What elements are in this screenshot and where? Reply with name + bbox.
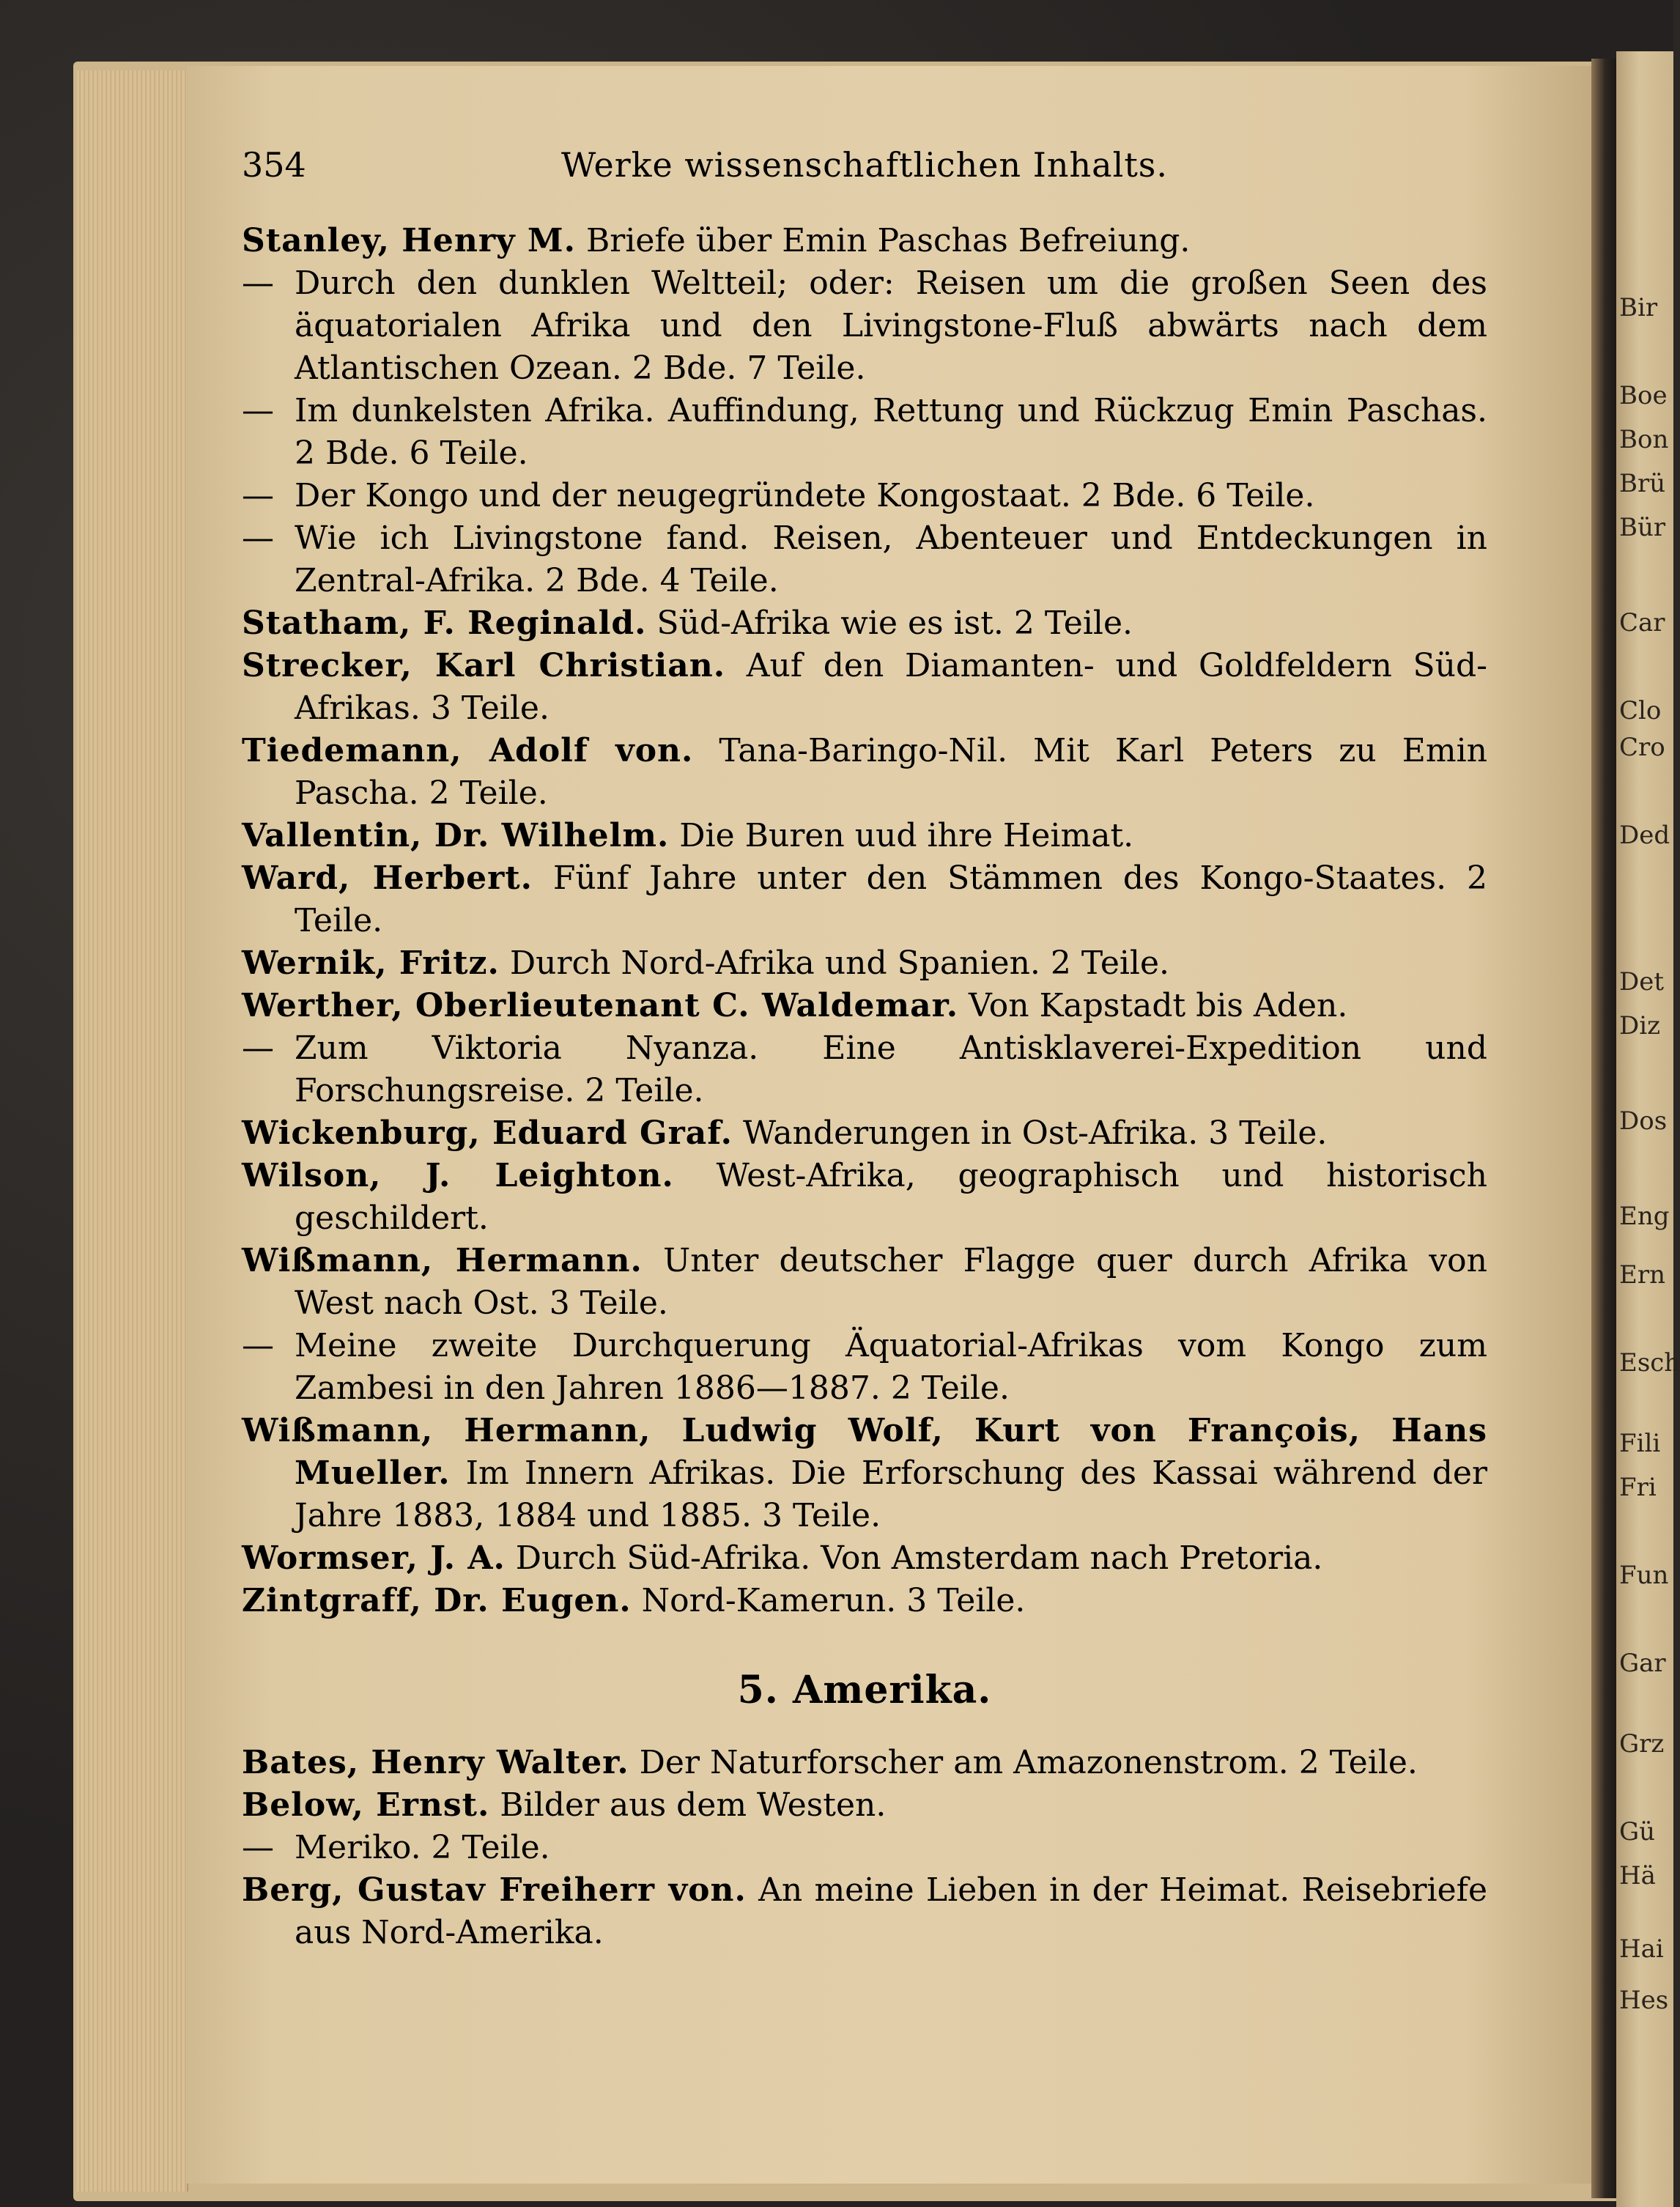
bibliography-entry	[242, 815, 1487, 857]
entry-title: Tana-Baringo-Nil. Mit Karl Peters zu Emin Pascha. 2 Teile.	[295, 732, 1487, 812]
book-gutter	[1591, 59, 1616, 2198]
entry-title: Bilder aus dem Westen.	[500, 1786, 887, 1824]
entry-title: Briefe über Emin Paschas Befreiung.	[585, 222, 1191, 259]
continuation-dash: —	[242, 1327, 274, 1364]
adjacent-page-fragment: Gü	[1619, 1817, 1656, 1846]
continuation-dash: —	[242, 520, 274, 557]
bibliography-entry	[242, 1580, 1487, 1622]
adjacent-page-fragment: Bon	[1619, 425, 1669, 454]
entry-title: Nord-Kamerun. 3 Teile.	[641, 1582, 1026, 1619]
page-edges	[77, 70, 188, 2192]
entry-title: Auf den Diamanten- und Goldfeldern Süd-Afrikas. 3 Teile.	[295, 647, 1487, 727]
adjacent-page-fragment: Cro	[1619, 733, 1665, 762]
entry-author: Wißmann, Hermann, Ludwig Wolf, Kurt von François, Hans Mueller.	[242, 1412, 1487, 1492]
bibliography-entry	[242, 220, 1487, 262]
bibliography-entry	[242, 1827, 1487, 1869]
continuation-dash: —	[242, 265, 274, 302]
page-header	[242, 145, 1487, 189]
entry-title: Meine zweite Durchquerung Äquatorial-Afrikas vom Kongo zum Zambesi in den Jahren 1886—1887. 2 Teile.	[295, 1327, 1487, 1407]
entry-title: Süd-Afrika wie es ist. 2 Teile.	[656, 605, 1133, 642]
entry-author: Werther, Oberlieutenant C. Waldemar.	[242, 987, 959, 1024]
page-number: 354	[242, 145, 306, 185]
entry-author: Wormser, J. A.	[242, 1539, 506, 1577]
entry-title: West-Afrika, geographisch und historisch geschildert.	[295, 1157, 1487, 1237]
adjacent-page-fragment: Gar	[1619, 1649, 1666, 1678]
entry-author: Bates, Henry Walter.	[242, 1744, 629, 1781]
entry-title: Zum Viktoria Nyanza. Eine Antisklaverei-Expedition und Forschungsreise. 2 Teile.	[295, 1029, 1487, 1109]
entry-title: Durch Nord-Afrika und Spanien. 2 Teile.	[509, 944, 1170, 982]
entry-title: Durch Süd-Afrika. Von Amsterdam nach Pretoria.	[515, 1539, 1323, 1577]
adjacent-page-fragment: Bür	[1619, 513, 1666, 542]
entry-author: Tiedemann, Adolf von.	[242, 732, 694, 769]
bibliography-entry	[242, 262, 1487, 390]
adjacent-page	[1616, 51, 1680, 2207]
entry-title: Durch den dunklen Weltteil; oder: Reisen um die großen Seen des äquatorialen Afrika und den Livingstone-Fluß abwärts nach dem Atlantischen Ozean. 2 Bde. 7 Teile.	[295, 265, 1487, 387]
adjacent-page-fragment: Boe	[1619, 381, 1668, 410]
bibliography-entry	[242, 1155, 1487, 1240]
entry-author: Statham, F. Reginald.	[242, 605, 647, 642]
section-heading: 5. Amerika.	[737, 1668, 992, 1712]
entry-title: Der Kongo und der neugegründete Kongostaat. 2 Bde. 6 Teile.	[295, 477, 1315, 514]
bibliography-entry	[242, 942, 1487, 985]
bibliography-list	[242, 220, 1487, 1954]
entry-title: Fünf Jahre unter den Stämmen des Kongo-Staates. 2 Teile.	[295, 859, 1487, 939]
bibliography-entry	[242, 1325, 1487, 1410]
entry-title: Wanderungen in Ost-Afrika. 3 Teile.	[742, 1114, 1328, 1152]
adjacent-page-fragment: Brü	[1619, 469, 1666, 498]
adjacent-page-fragment: Dos	[1619, 1106, 1668, 1136]
adjacent-page-fragment: Fri	[1619, 1473, 1657, 1502]
adjacent-page-fragment: Fili	[1619, 1429, 1661, 1458]
bibliography-entry	[242, 1410, 1487, 1537]
entry-author: Stanley, Henry M.	[242, 222, 576, 259]
entry-title: Im Innern Afrikas. Die Erforschung des Kassai während der Jahre 1883, 1884 und 1885. 3 Teile.	[295, 1454, 1487, 1534]
bibliography-entry	[242, 1869, 1487, 1954]
adjacent-page-fragment: Det	[1619, 967, 1665, 997]
bibliography-entry	[242, 1537, 1487, 1580]
adjacent-page-fragment: Hai	[1619, 1934, 1664, 1964]
continuation-dash: —	[242, 392, 274, 429]
entry-list-america	[242, 1742, 1487, 1954]
entry-author: Ward, Herbert.	[242, 859, 533, 897]
entry-title: Der Naturforscher am Amazonenstrom. 2 Teile.	[639, 1744, 1418, 1781]
adjacent-page-fragment: Clo	[1619, 696, 1662, 725]
bibliography-entry	[242, 1112, 1487, 1155]
bibliography-entry	[242, 857, 1487, 942]
entry-title: Im dunkelsten Afrika. Auffindung, Rettung und Rückzug Emin Paschas. 2 Bde. 6 Teile.	[295, 392, 1487, 472]
adjacent-page-fragment: Grz	[1619, 1729, 1665, 1759]
entry-list-africa	[242, 220, 1487, 1622]
entry-title: Von Kapstadt bis Aden.	[969, 987, 1348, 1024]
adjacent-page-fragment: Diz	[1619, 1011, 1661, 1040]
entry-author: Wilson, J. Leighton.	[242, 1157, 674, 1194]
entry-author: Wernik, Fritz.	[242, 944, 500, 982]
entry-title: Die Buren uud ihre Heimat.	[679, 817, 1134, 854]
entry-author: Vallentin, Dr. Wilhelm.	[242, 817, 670, 854]
bibliography-entry	[242, 985, 1487, 1027]
entry-title: An meine Lieben in der Heimat. Reisebriefe aus Nord-Amerika.	[295, 1871, 1487, 1951]
adjacent-page-fragment: Fun	[1619, 1561, 1669, 1590]
entry-title: Unter deutscher Flagge quer durch Afrika von West nach Ost. 3 Teile.	[295, 1242, 1487, 1322]
adjacent-page-fragment: Ded	[1619, 821, 1670, 850]
adjacent-page-fragment: Eng	[1619, 1202, 1670, 1231]
adjacent-page-fragment: Car	[1619, 608, 1665, 637]
bibliography-entry	[242, 645, 1487, 730]
entry-title: Wie ich Livingstone fand. Reisen, Abenteuer und Entdeckungen in Zentral-Afrika. 2 Bde. 4 Teile.	[295, 520, 1487, 599]
entry-author: Strecker, Karl Christian.	[242, 647, 726, 684]
bibliography-entry	[242, 1742, 1487, 1784]
bibliography-entry	[242, 475, 1487, 517]
bibliography-entry	[242, 517, 1487, 602]
entry-author: Berg, Gustav Freiherr von.	[242, 1871, 747, 1909]
continuation-dash: —	[242, 1829, 274, 1866]
bibliography-entry	[242, 390, 1487, 475]
bibliography-entry	[242, 602, 1487, 645]
bibliography-entry	[242, 1027, 1487, 1112]
bibliography-entry	[242, 1784, 1487, 1827]
continuation-dash: —	[242, 477, 274, 514]
entry-author: Wickenburg, Eduard Graf.	[242, 1114, 733, 1152]
entry-author: Zintgraff, Dr. Eugen.	[242, 1582, 632, 1619]
entry-author: Below, Ernst.	[242, 1786, 490, 1824]
adjacent-page-fragment: Bir	[1619, 293, 1658, 322]
bibliography-entry	[242, 730, 1487, 815]
continuation-dash: —	[242, 1029, 274, 1067]
entry-author: Wißmann, Hermann.	[242, 1242, 643, 1279]
adjacent-page-fragment: Esch	[1619, 1348, 1680, 1378]
adjacent-page-fragment: Hes	[1619, 1986, 1669, 2015]
running-title: Werke wissenschaftlichen Inhalts.	[560, 145, 1169, 185]
adjacent-page-fragment: Ern	[1619, 1260, 1665, 1290]
bibliography-entry	[242, 1240, 1487, 1325]
entry-title: Meriko. 2 Teile.	[295, 1829, 550, 1866]
adjacent-page-fragment: Hä	[1619, 1861, 1656, 1890]
